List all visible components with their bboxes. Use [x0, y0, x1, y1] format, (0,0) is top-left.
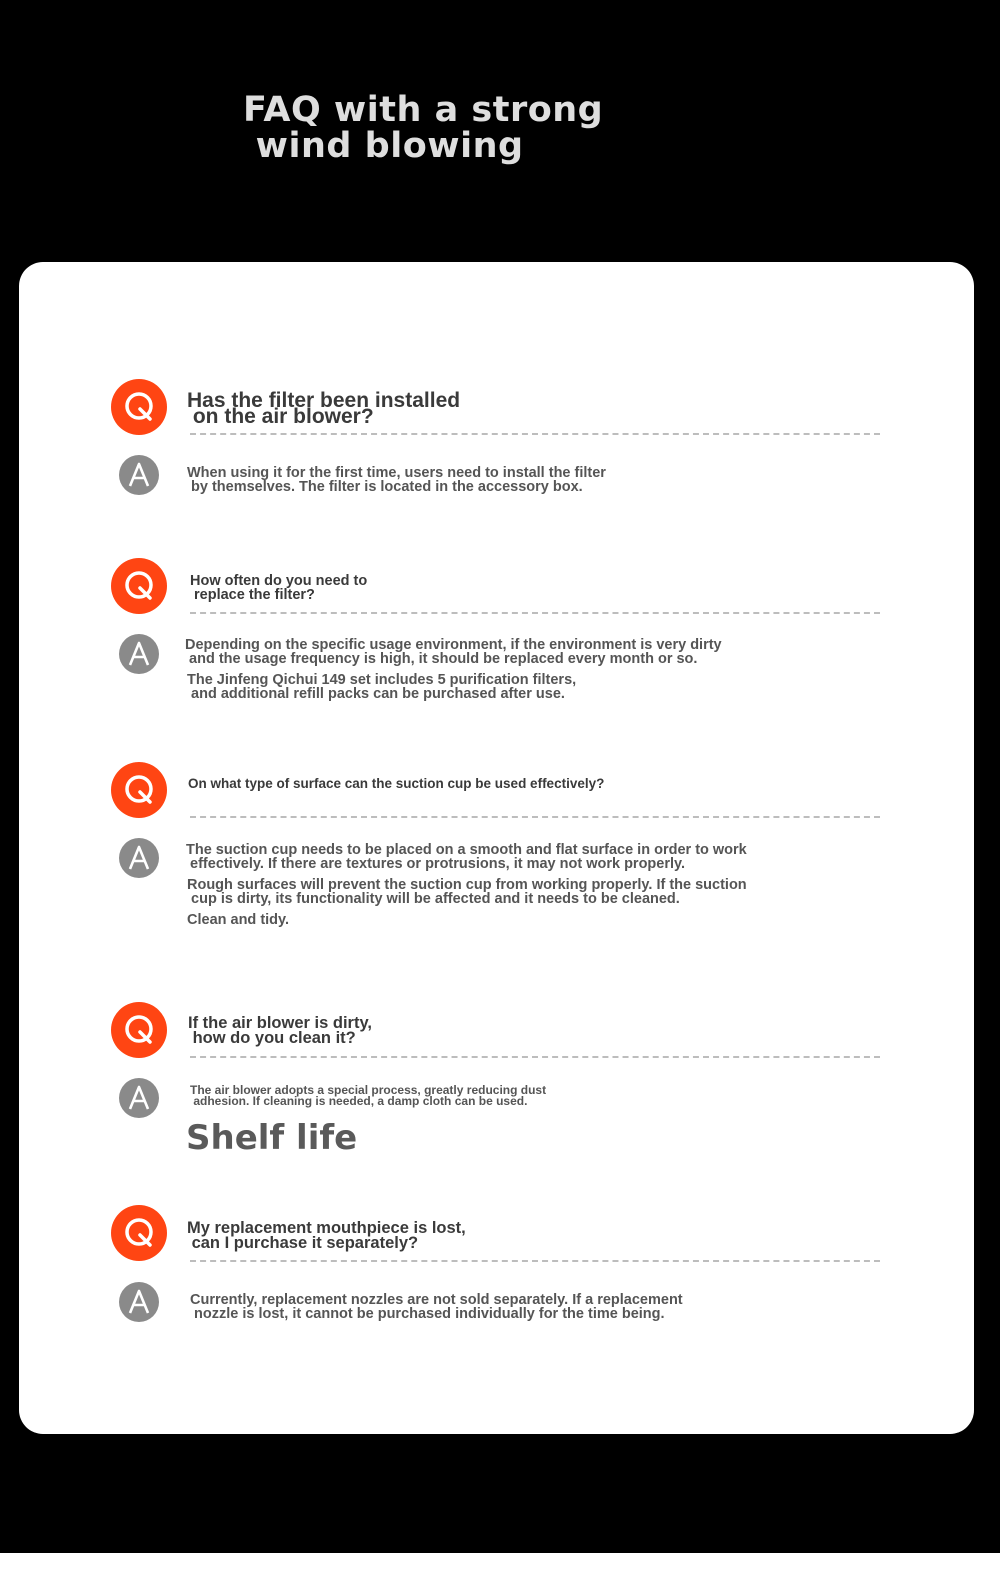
a-badge-icon: [119, 1282, 159, 1322]
faq-answer: The air blower adopts a special process, greatly reducing dust adhesion. If cleaning is needed, a damp cloth can be used.: [190, 1083, 547, 1108]
dashed-divider: [190, 433, 880, 435]
page-title: [243, 92, 603, 164]
faq-answer-extra: The Jinfeng Qichui 149 set includes 5 purification filters, and additional refill packs can be purchased after use.: [187, 672, 577, 702]
faq-answer: Currently, replacement nozzles are not sold separately. If a replacement nozzle is lost, it cannot be purchased individually for the time being.: [190, 1292, 683, 1322]
faq-answer-extra: Rough surfaces will prevent the suction cup from working properly. If the suction cup is dirty, its functionality will be affected and it needs to be cleaned.: [187, 877, 747, 907]
dashed-divider: [190, 1260, 880, 1262]
q-badge-icon: [111, 1205, 167, 1261]
dashed-divider: [190, 612, 880, 614]
a-badge-icon: [119, 455, 159, 495]
page-title-line-2: wind blowing: [243, 126, 524, 166]
q-badge-icon: [111, 558, 167, 614]
page-title-line-1: FAQ with a strong: [243, 90, 604, 130]
faq-question: My replacement mouthpiece is lost, can I purchase it separately?: [187, 1219, 466, 1252]
q-badge-icon: [111, 379, 167, 435]
q-badge-icon: [111, 762, 167, 818]
faq-question: Has the filter been installed on the air blower?: [187, 389, 461, 428]
a-badge-icon: [119, 634, 159, 674]
dashed-divider: [190, 1056, 880, 1058]
faq-answer: Depending on the specific usage environment, if the environment is very dirty and the usage frequency is high, it should be replaced every month or so.: [185, 637, 722, 667]
q-badge-icon: [111, 1002, 167, 1058]
a-badge-icon: [119, 838, 159, 878]
bottom-strip: [0, 1553, 1000, 1579]
faq-answer-note: Clean and tidy.: [187, 912, 290, 928]
dashed-divider: [190, 816, 880, 818]
faq-answer: The suction cup needs to be placed on a smooth and flat surface in order to work effectively. If there are textures or protrusions, it may not work properly.: [186, 842, 747, 872]
faq-question: If the air blower is dirty, how do you clean it?: [188, 1014, 372, 1047]
faq-answer: When using it for the first time, users need to install the filter by themselves. The filter is located in the accessory box.: [187, 465, 606, 495]
a-badge-icon: [119, 1078, 159, 1118]
section-heading: Shelf life: [186, 1118, 358, 1158]
faq-question: How often do you need to replace the filter?: [190, 573, 368, 603]
faq-question: On what type of surface can the suction cup be used effectively?: [188, 776, 605, 791]
